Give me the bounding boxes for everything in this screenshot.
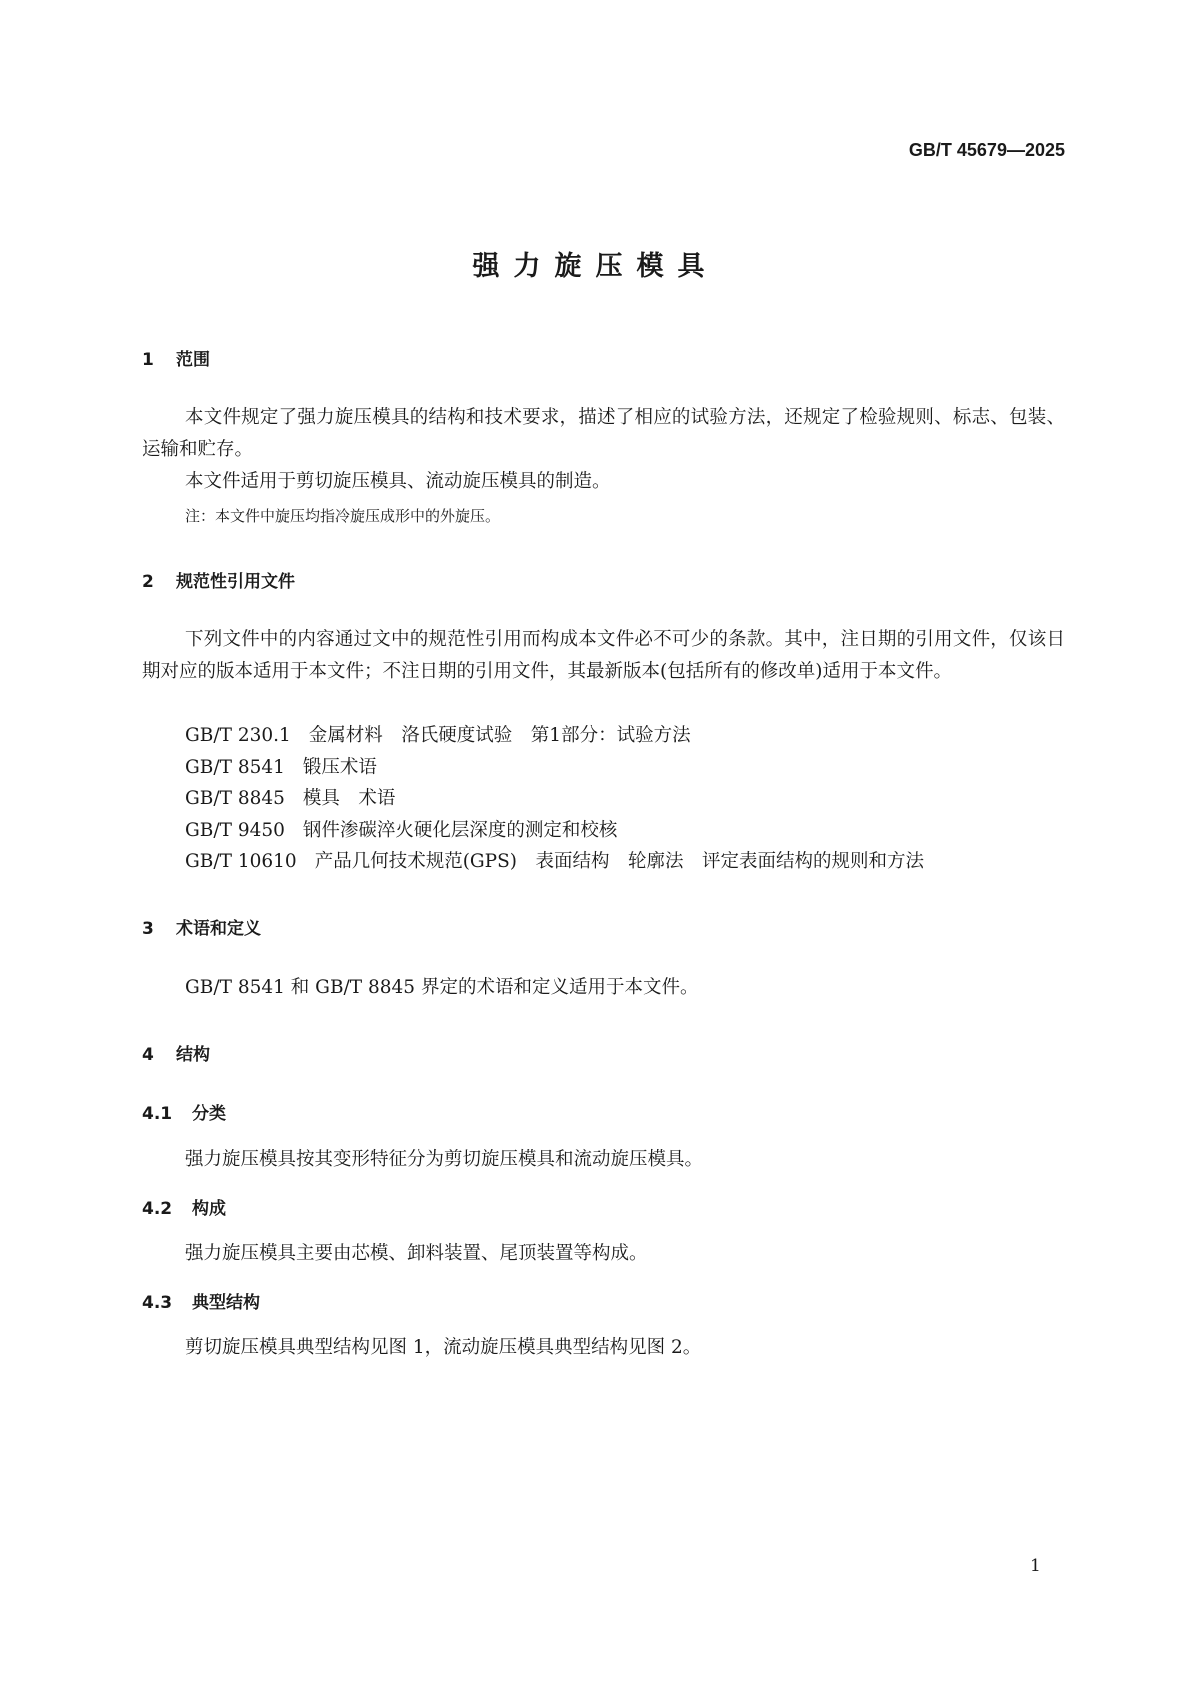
section-4-1-heading [142, 1099, 226, 1124]
reference-code: GB/T 8845 [185, 788, 285, 809]
reference-code: GB/T 8541 [185, 756, 285, 778]
section-4-2-paragraph: 强力旋压模具主要由芯模、卸料装置、尾顶装置等构成。 [185, 1243, 648, 1264]
section-4-1-paragraph: 强力旋压模具按其变形特征分为剪切旋压模具和流动旋压模具。 [185, 1149, 704, 1170]
section-1-heading [142, 345, 210, 370]
reference-item [185, 846, 924, 878]
reference-title: 金属材料 洛氏硬度试验 第1部分：试验方法 [308, 725, 691, 746]
reference-title: 模具 术语 [302, 788, 396, 809]
section-1-note: 注：本文件中旋压均指冷旋压成形中的外旋压。 [185, 507, 501, 525]
document-title: 强力旋压模具 [472, 251, 719, 282]
section-number: 4.1 [142, 1104, 173, 1124]
section-title: 术语和定义 [176, 919, 261, 939]
reference-title: 锻压术语 [302, 756, 377, 778]
section-4-3-heading [142, 1288, 260, 1313]
reference-title: 钢件渗碳淬火硬化层深度的测定和校核 [302, 819, 618, 841]
section-number: 4 [142, 1045, 154, 1065]
page-number: 1 [1030, 1556, 1041, 1576]
section-1-paragraph-1: 本文件规定了强力旋压模具的结构和技术要求，描述了相应的试验方法，还规定了检验规则、标志、包装、运输和贮存。 [142, 407, 1065, 460]
section-number: 4.2 [142, 1199, 173, 1219]
section-1-paragraph-2: 本文件适用于剪切旋压模具、流动旋压模具的制造。 [185, 471, 611, 492]
section-3-paragraph-1: GB/T 8541 和 GB/T 8845 界定的术语和定义适用于本文件。 [185, 977, 699, 998]
reference-item [185, 815, 924, 847]
section-4-heading [142, 1040, 210, 1065]
reference-code: GB/T 9450 [185, 819, 285, 841]
reference-item [185, 720, 924, 752]
reference-item [185, 783, 924, 815]
section-title: 构成 [192, 1199, 226, 1219]
section-4-2-heading [142, 1194, 226, 1219]
reference-item [185, 752, 924, 784]
section-title: 分类 [192, 1104, 226, 1124]
reference-code: GB/T 230.1 [185, 725, 291, 746]
section-title: 规范性引用文件 [176, 572, 295, 592]
section-number: 3 [142, 919, 154, 939]
section-title: 范围 [176, 350, 210, 370]
section-title: 典型结构 [192, 1293, 260, 1313]
section-number: 2 [142, 572, 154, 592]
section-3-heading [142, 914, 261, 939]
standard-code-header: GB/T 45679—2025 [908, 140, 1065, 160]
reference-code: GB/T 10610 [185, 851, 297, 872]
reference-list [185, 720, 924, 878]
section-4-3-paragraph: 剪切旋压模具典型结构见图 1，流动旋压模具典型结构见图 2。 [185, 1337, 702, 1358]
section-2-paragraph-1: 下列文件中的内容通过文中的规范性引用而构成本文件必不可少的条款。其中，注日期的引用文件，仅该日期对应的版本适用于本文件；不注日期的引用文件，其最新版本(包括所有的修改单)适用于本文件。 [142, 629, 1065, 682]
section-number: 4.3 [142, 1293, 173, 1313]
section-title: 结构 [176, 1045, 210, 1065]
reference-title: 产品几何技术规范(GPS) 表面结构 轮廓法 评定表面结构的规则和方法 [314, 851, 925, 872]
section-number: 1 [142, 350, 154, 370]
section-2-heading [142, 567, 295, 592]
